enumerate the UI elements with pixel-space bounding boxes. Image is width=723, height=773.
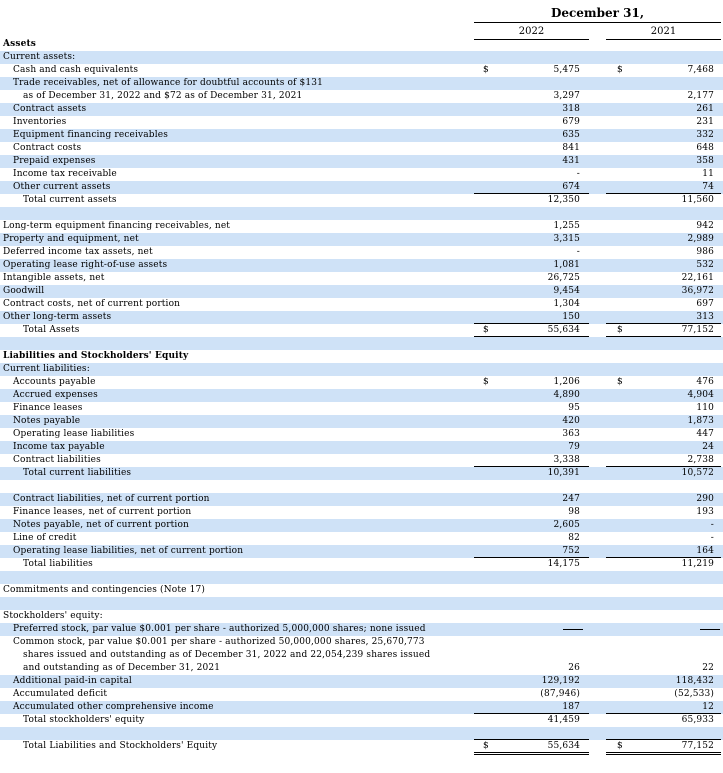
value-2021: - [710,520,714,530]
total-double-rule-a-2022 [474,752,589,753]
value-2021: 2,738 [687,455,714,465]
table-row [0,90,723,103]
value-2021: 118,432 [675,676,714,686]
value-2022: 14,175 [547,559,580,569]
value-2021: 532 [696,260,714,270]
value-2021: 332 [696,130,714,140]
value-2021: 77,152 [681,325,714,335]
currency-symbol-2021: $ [617,377,623,387]
row-label: Total Assets [23,325,80,335]
nil-dash-2022 [563,629,583,630]
value-2022: 41,459 [547,715,580,725]
value-2022: 420 [562,416,580,426]
row-label: Commitments and contingencies (Note 17) [3,585,205,595]
table-row [0,246,723,259]
value-2021: 261 [696,104,714,114]
value-2022: 79 [568,442,580,452]
table-row [0,285,723,298]
value-2022: 3,297 [553,91,580,101]
value-2022: - [576,169,580,179]
value-2022: 55,634 [547,741,580,751]
value-2022: 187 [562,702,580,712]
value-2021: 11,560 [681,195,714,205]
value-2021: 12 [702,702,714,712]
currency-symbol-2022: $ [483,741,489,751]
table-row [0,662,723,675]
currency-symbol-2022: $ [483,325,489,335]
row-label: Total current assets [23,195,117,205]
table-row [0,506,723,519]
row-label: Contract liabilities, net of current portion [13,494,210,504]
value-2022: 26 [568,663,580,673]
value-2021: 36,972 [681,286,714,296]
table-row [0,428,723,441]
table-row [0,610,723,623]
spacer-row [0,597,723,610]
row-label: Contract liabilities [13,455,101,465]
currency-symbol-2022: $ [483,65,489,75]
value-2021: 74 [702,182,714,192]
value-2021: 164 [696,546,714,556]
row-label: Inventories [13,117,67,127]
value-2022: 679 [562,117,580,127]
value-2022: - [576,247,580,257]
row-label: Accumulated deficit [13,689,108,699]
table-row [0,350,723,363]
value-2021: 11,219 [681,559,714,569]
value-2022: 3,338 [553,455,580,465]
row-label: Accrued expenses [13,390,98,400]
column-header-2021: 2021 [650,26,677,37]
value-2022: 98 [568,507,580,517]
value-2021: 942 [696,221,714,231]
row-label: Long-term equipment financing receivables, net [3,221,231,231]
value-2021: 22 [702,663,714,673]
value-2021: 358 [696,156,714,166]
value-2022: 1,206 [553,377,580,387]
table-row [0,636,723,649]
value-2022: 1,255 [553,221,580,231]
table-row [0,142,723,155]
table-row [0,194,723,207]
table-row [0,220,723,233]
table-row [0,623,723,636]
currency-symbol-2021: $ [617,65,623,75]
table-row [0,532,723,545]
currency-symbol-2021: $ [617,741,623,751]
nil-dash-2021 [700,629,720,630]
row-label: Line of credit [13,533,77,543]
value-2022: 150 [562,312,580,322]
row-label: Current liabilities: [3,364,90,374]
value-2021: 77,152 [681,741,714,751]
table-row [0,64,723,77]
row-label: as of December 31, 2022 and $72 as of December 31, 2021 [23,91,303,101]
row-label: Finance leases [13,403,83,413]
row-label: Income tax receivable [13,169,117,179]
table-row [0,714,723,727]
value-2021: 476 [696,377,714,387]
row-label: Total stockholders' equity [23,715,145,725]
value-2022: 10,391 [547,468,580,478]
value-2022: 5,475 [553,65,580,75]
total-top-rule-2021 [606,739,721,740]
table-row [0,389,723,402]
table-row [0,649,723,662]
row-label: Current assets: [3,52,76,62]
value-2021: 10,572 [681,468,714,478]
row-label: Stockholders' equity: [3,611,103,621]
table-row [0,493,723,506]
row-label: Contract costs, net of current portion [3,299,181,309]
value-2022: 2,605 [553,520,580,530]
table-row [0,38,723,51]
row-label: Preferred stock, par value $0.001 per share - authorized 5,000,000 shares; none issued [13,624,426,634]
total-top-rule-2021 [606,323,721,324]
table-row [0,415,723,428]
value-2021: 313 [696,312,714,322]
row-label: Notes payable [13,416,81,426]
value-2021: 2,989 [687,234,714,244]
table-row [0,272,723,285]
row-label: Prepaid expenses [13,156,96,166]
table-row [0,259,723,272]
row-label: shares issued and outstanding as of December 31, 2022 and 22,054,239 shares issued [23,650,431,660]
value-2022: 9,454 [553,286,580,296]
row-label: Contract assets [13,104,87,114]
table-row [0,376,723,389]
value-2022: 26,725 [547,273,580,283]
row-label: Operating lease liabilities, net of current portion [13,546,244,556]
value-2021: 648 [696,143,714,153]
value-2021: 1,873 [687,416,714,426]
value-2022: 95 [568,403,580,413]
spacer-row [0,480,723,493]
row-label: Intangible assets, net [3,273,105,283]
value-2021: 193 [696,507,714,517]
row-label: Assets [3,39,36,49]
table-row [0,675,723,688]
table-row [0,298,723,311]
spacer-row [0,571,723,584]
row-label: Cash and cash equivalents [13,65,139,75]
table-row [0,116,723,129]
value-2022: (87,946) [540,689,580,699]
value-2022: 1,081 [553,260,580,270]
table-row [0,155,723,168]
value-2022: 841 [562,143,580,153]
value-2022: 431 [562,156,580,166]
value-2021: 24 [702,442,714,452]
value-2022: 12,350 [547,195,580,205]
value-2021: 447 [696,429,714,439]
row-label: Notes payable, net of current portion [13,520,189,530]
column-header-2022: 2022 [518,26,545,37]
table-row [0,168,723,181]
value-2022: 247 [562,494,580,504]
value-2022: 1,304 [553,299,580,309]
currency-symbol-2022: $ [483,377,489,387]
table-row [0,467,723,480]
row-label: Liabilities and Stockholders' Equity [3,351,189,361]
row-label: Accumulated other comprehensive income [13,702,214,712]
row-label: Total Liabilities and Stockholders' Equity [23,741,218,751]
table-row [0,77,723,90]
row-label: Contract costs [13,143,82,153]
row-label: Property and equipment, net [3,234,139,244]
value-2022: 3,315 [553,234,580,244]
row-label: Other current assets [13,182,111,192]
row-label: Common stock, par value $0.001 per share - authorized 50,000,000 shares, 25,670,773 [13,637,425,647]
value-2021: 2,177 [687,91,714,101]
value-2021: 65,933 [681,715,714,725]
value-2022: 129,192 [541,676,580,686]
spacer-row [0,207,723,220]
row-label: Finance leases, net of current portion [13,507,192,517]
value-2021: 290 [696,494,714,504]
table-row [0,519,723,532]
value-2021: 4,904 [687,390,714,400]
table-row [0,558,723,571]
row-label: and outstanding as of December 31, 2021 [23,663,221,673]
row-label: Other long-term assets [3,312,112,322]
row-label: Accounts payable [13,377,96,387]
period-header: December 31, [550,6,645,20]
table-row [0,688,723,701]
total-top-rule-2022 [474,739,589,740]
table-row [0,51,723,64]
row-label: Income tax payable [13,442,105,452]
value-2021: 231 [696,117,714,127]
total-double-rule-b-2022 [474,754,589,755]
currency-symbol-2021: $ [617,325,623,335]
total-double-rule-a-2021 [606,752,721,753]
table-row [0,129,723,142]
row-label: Trade receivables, net of allowance for doubtful accounts of $131 [13,78,324,88]
row-label: Total current liabilities [23,468,132,478]
table-row [0,402,723,415]
period-header-rule [474,22,721,23]
row-label: Equipment financing receivables [13,130,168,140]
spacer-row [0,337,723,350]
table-row [0,103,723,116]
value-2022: 635 [562,130,580,140]
row-label: Additional paid-in capital [13,676,132,686]
value-2022: 55,634 [547,325,580,335]
table-row [0,584,723,597]
value-2022: 752 [562,546,580,556]
row-label: Operating lease right-of-use assets [3,260,168,270]
value-2022: 363 [562,429,580,439]
value-2021: - [710,533,714,543]
value-2021: 22,161 [681,273,714,283]
table-row [0,233,723,246]
total-top-rule-2022 [474,323,589,324]
row-label: Operating lease liabilities [13,429,135,439]
value-2022: 318 [562,104,580,114]
value-2021: (52,533) [674,689,714,699]
table-row [0,441,723,454]
value-2022: 674 [562,182,580,192]
value-2022: 82 [568,533,580,543]
row-label: Total liabilities [23,559,93,569]
value-2022: 4,890 [553,390,580,400]
value-2021: 986 [696,247,714,257]
value-2021: 11 [702,169,714,179]
value-2021: 697 [696,299,714,309]
table-row [0,363,723,376]
total-double-rule-b-2021 [606,754,721,755]
value-2021: 7,468 [687,65,714,75]
value-2021: 110 [696,403,714,413]
row-label: Deferred income tax assets, net [3,247,153,257]
row-label: Goodwill [3,286,45,296]
